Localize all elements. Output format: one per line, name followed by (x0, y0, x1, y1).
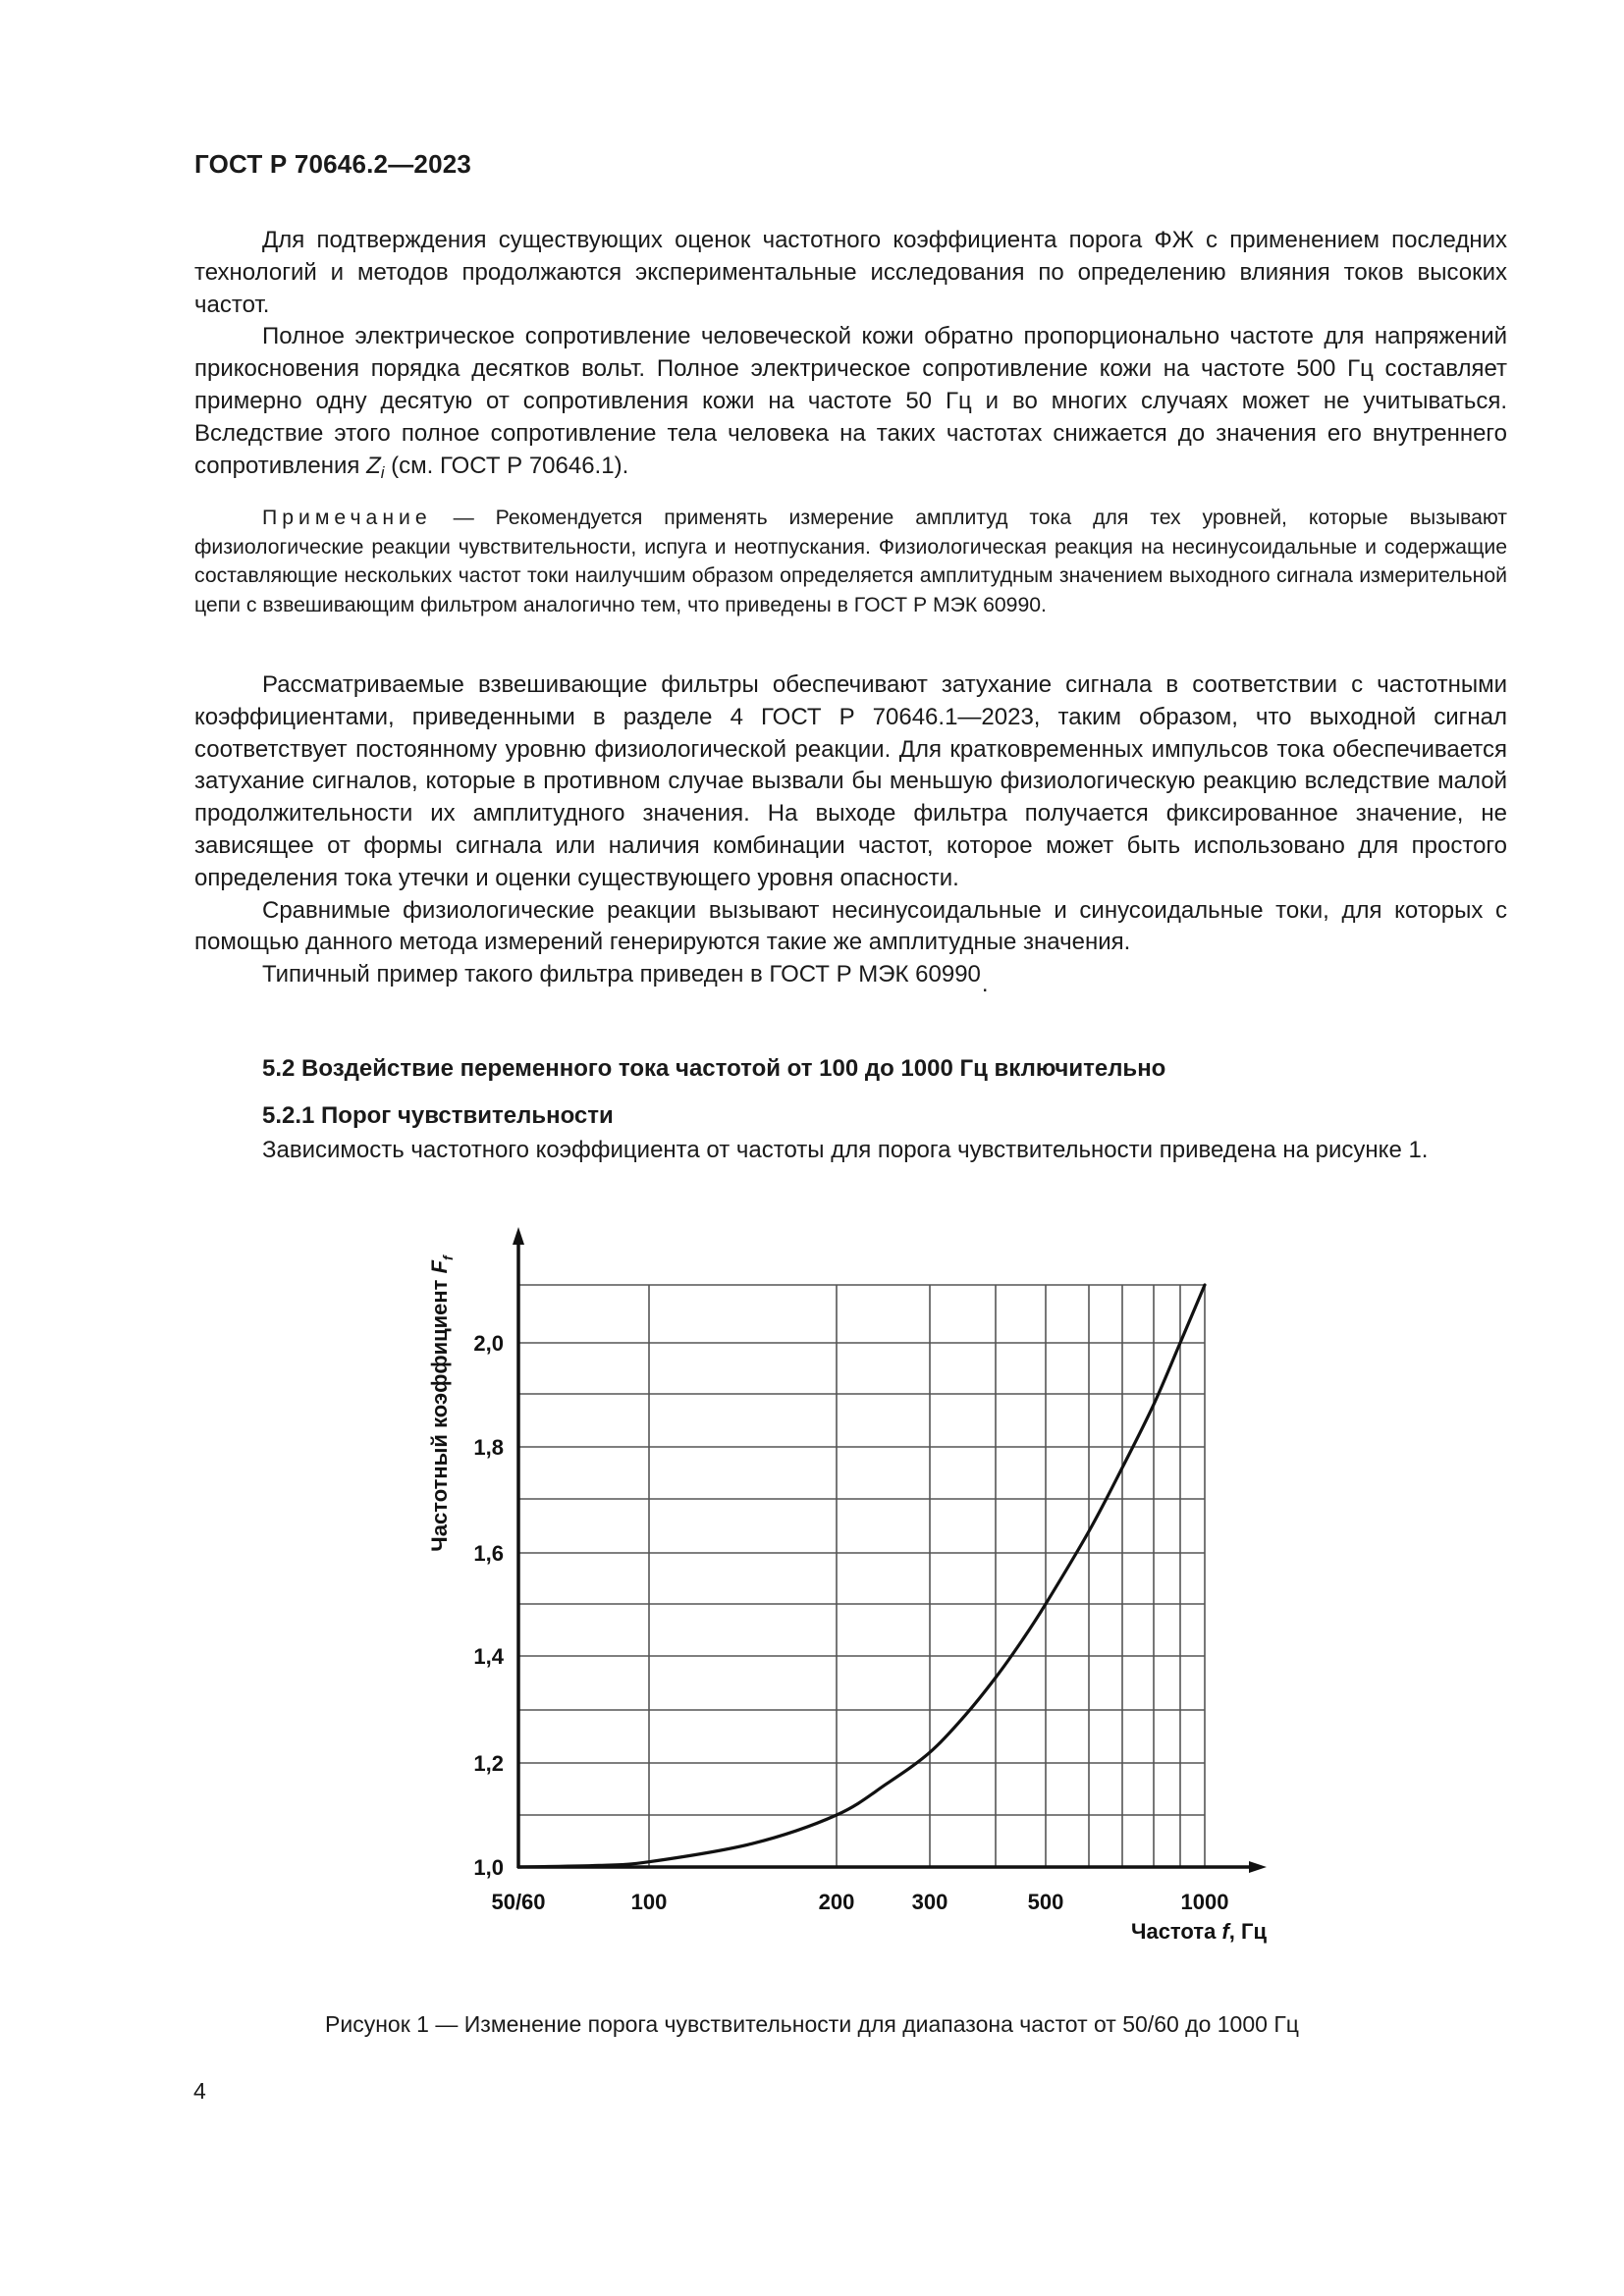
x-tick-label: 200 (818, 1890, 855, 1914)
x-axis-title: Частота f, Гц (1131, 1919, 1267, 1944)
y-tick-label: 1,2 (473, 1751, 504, 1776)
paragraph-5-text: Типичный пример такого фильтра приведен в ГОСТ Р МЭК 60990. (262, 961, 989, 998)
x-tick-label: 300 (911, 1890, 948, 1914)
y-tick-label: 1,0 (473, 1855, 504, 1880)
page-number: 4 (193, 2078, 206, 2104)
tick-labels (473, 1331, 1228, 1914)
impedance-subscript: i (380, 462, 385, 482)
figure-caption: Рисунок 1 — Изменение порога чувствительности для диапазона частот от 50/60 до 1000 Гц (325, 2011, 1299, 2037)
paragraph-2-text: Полное электрическое сопротивление человеческой кожи обратно пропорционально частоте для напряжений прикосновения порядка десятков вольт. Полное электрическое сопротивление кожи на частоте 500 Гц составляет примерно одну десятую от сопротивления кожи на частоте 50 Гц и во многих случаях может не учитываться. Вследствие этого полное сопротивление тела человека на таких частотах снижается до значения его внутреннего сопротивления $Z_i$ (см. ГОСТ Р 70646.1). (194, 323, 1507, 482)
y-axis-title: Частотный коэффициент $F_f$ (427, 1255, 456, 1552)
y-axis-arrow-icon (513, 1227, 524, 1245)
x-tick-label: 50/60 (491, 1890, 546, 1914)
note-text: — Рекомендуется применять измерение амплитуд тока для тех уровней, которые вызывают физиологические реакции чувствительности, испуга и неотпускания. Физиологическая реакция на несинусоидальные и содержащие составляющие нескольких частот токи наилучшим образом определяется амплитудным значением выходного сигнала измерительной цепи с взвешивающим фильтром аналогично тем, что приведены в ГОСТ Р МЭК 60990. (194, 507, 1507, 616)
x-tick-label: 100 (630, 1890, 668, 1914)
subsection-heading: 5.2.1 Порог чувствительности (262, 1102, 614, 1129)
paragraph-1-text: Для подтверждения существующих оценок частотного коэффициента порога ФЖ с применением последних технологий и методов продолжаются экспериментальные исследования по определению влияния токов высоких частот. (194, 227, 1507, 318)
document-header: ГОСТ Р 70646.2—2023 (194, 149, 472, 179)
frequency-factor-curve (518, 1285, 1205, 1867)
x-axis-arrow-icon (1249, 1861, 1267, 1873)
chart-grid (518, 1285, 1205, 1867)
paragraph-6-text: Зависимость частотного коэффициента от частоты для порога чувствительности приведена на рисунке 1. (262, 1137, 1429, 1163)
note-label: Примечание (262, 507, 432, 529)
y-tick-label: 1,4 (473, 1644, 504, 1669)
x-tick-label: 1000 (1180, 1890, 1229, 1914)
y-tick-label: 1,8 (473, 1435, 504, 1460)
x-tick-label: 500 (1027, 1890, 1064, 1914)
impedance-symbol: Z (366, 452, 381, 479)
paragraph-4-text: Сравнимые физиологические реакции вызывают несинусоидальные и синусоидальные токи, для которых с помощью данного метода измерений генерируются такие же амплитудные значения. (194, 896, 1507, 956)
section-heading: 5.2 Воздействие переменного тока частотой от 100 до 1000 Гц включительно (262, 1055, 1166, 1082)
y-tick-label: 2,0 (473, 1331, 504, 1356)
paragraph-3-text: Рассматриваемые взвешивающие фильтры обеспечивают затухание сигнала в соответствии с частотными коэффициентами, приведенными в разделе 4 ГОСТ Р 70646.1—2023, таким образом, что выходной сигнал соответствует постоянному уровню физиологической реакции. Для кратковременных импульсов тока обеспечивается затухание сигналов, которые в противном случае вызвали бы меньшую физиологическую реакцию вследствие малой продолжительности их амплитудного значения. На выходе фильтра получается фиксированное значение, не зависящее от формы сигнала или наличия комбинации частот, которое может быть использовано для простого определения тока утечки и оценки существующего уровня опасности. (194, 671, 1507, 891)
y-tick-label: 1,6 (473, 1541, 504, 1566)
